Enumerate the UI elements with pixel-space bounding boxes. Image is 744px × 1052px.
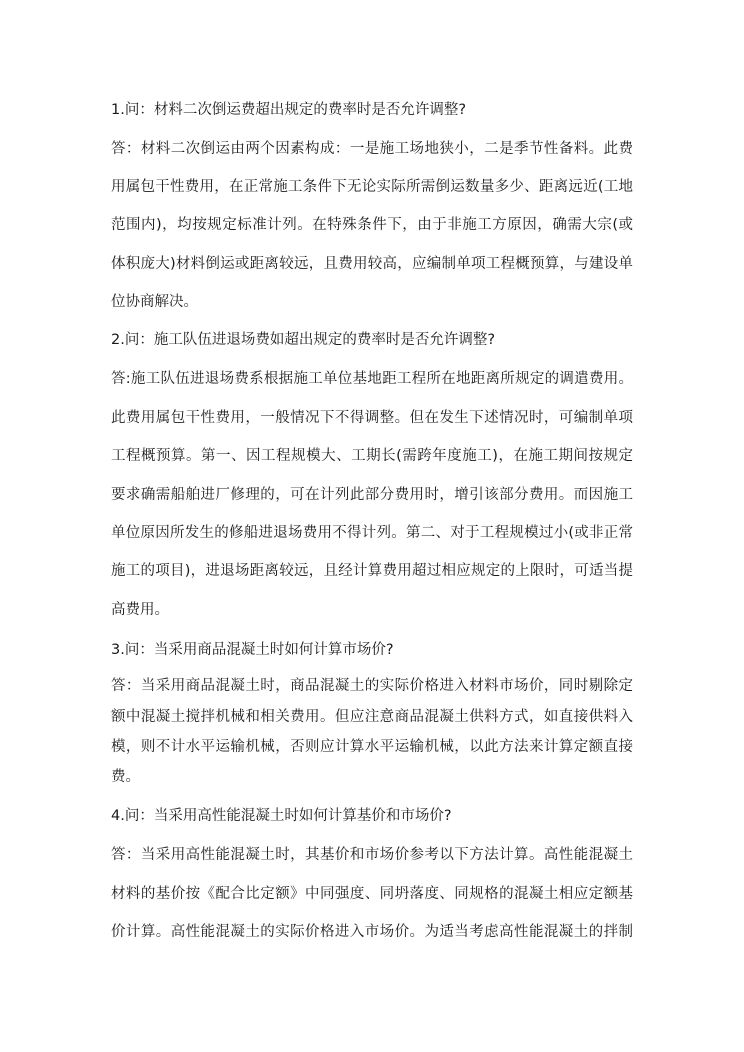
answer-1-line-3: 范围内)，均按规定标准计列。在特殊条件下，由于非施工方原因，确需大宗(或 bbox=[111, 217, 633, 233]
answer-1-line-5: 位协商解决。 bbox=[111, 294, 198, 310]
answer-2-line-2: 此费用属包干性费用，一般情况下不得调整。但在发生下述情况时，可编制单项 bbox=[111, 410, 633, 426]
answer-2-line-5: 单位原因所发生的修船进退场费用不得计列。第二、对于工程规模过小(或非正常 bbox=[111, 525, 633, 541]
answer-3-line-3: 模，则不计水平运输机械，否则应计算水平运输机械，以此方法来计算定额直接 bbox=[111, 739, 633, 755]
answer-3-line-1: 答：当采用商品混凝土时，商品混凝土的实际价格进入材料市场价，同时剔除定 bbox=[111, 678, 633, 694]
question-3: 3.问：当采用商品混凝土时如何计算市场价? bbox=[111, 642, 394, 658]
question-2: 2.问：施工队伍进退场费如超出规定的费率时是否允许调整? bbox=[111, 332, 496, 348]
answer-1-line-4: 体积庞大)材料倒运或距离较远，且费用较高，应编制单项工程概预算，与建设单 bbox=[111, 256, 633, 272]
question-4: 4.问：当采用高性能混凝土时如何计算基价和市场价? bbox=[111, 808, 452, 824]
answer-3-line-4: 费。 bbox=[111, 769, 140, 785]
answer-1-line-2: 用属包干性费用，在正常施工条件下无论实际所需倒运数量多少、距离远近(工地 bbox=[111, 179, 633, 195]
answer-4-line-2: 材料的基价按《配合比定额》中同强度、同坍落度、同规格的混凝土相应定额基 bbox=[111, 886, 633, 902]
answer-2-line-4: 要求确需船舶进厂修理的，可在计列此部分费用时，增引该部分费用。而因施工 bbox=[111, 487, 633, 503]
answer-3-line-2: 额中混凝土搅拌机械和相关费用。但应注意商品混凝土供料方式，如直接供料入 bbox=[111, 709, 633, 725]
answer-2-line-7: 高费用。 bbox=[111, 602, 169, 618]
question-1: 1.问：材料二次倒运费超出规定的费率时是否允许调整? bbox=[111, 102, 467, 118]
answer-2-line-3: 工程概预算。第一、因工程规模大、工期长(需跨年度施工)，在施工期间按规定 bbox=[111, 448, 633, 464]
answer-2-line-1: 答:施工队伍进退场费系根据施工单位基地距工程所在地距离所规定的调遣费用。 bbox=[111, 371, 633, 387]
answer-1-line-1: 答：材料二次倒运由两个因素构成：一是施工场地狭小，二是季节性备料。此费 bbox=[111, 141, 633, 157]
answer-2-line-6: 施工的项目)，进退场距离较远，且经计算费用超过相应规定的上限时，可适当提 bbox=[111, 563, 633, 579]
answer-4-line-1: 答：当采用高性能混凝土时，其基价和市场价参考以下方法计算。高性能混凝土 bbox=[111, 847, 633, 863]
answer-4-line-3: 价计算。高性能混凝土的实际价格进入市场价。为适当考虑高性能混凝土的拌制 bbox=[111, 924, 633, 940]
